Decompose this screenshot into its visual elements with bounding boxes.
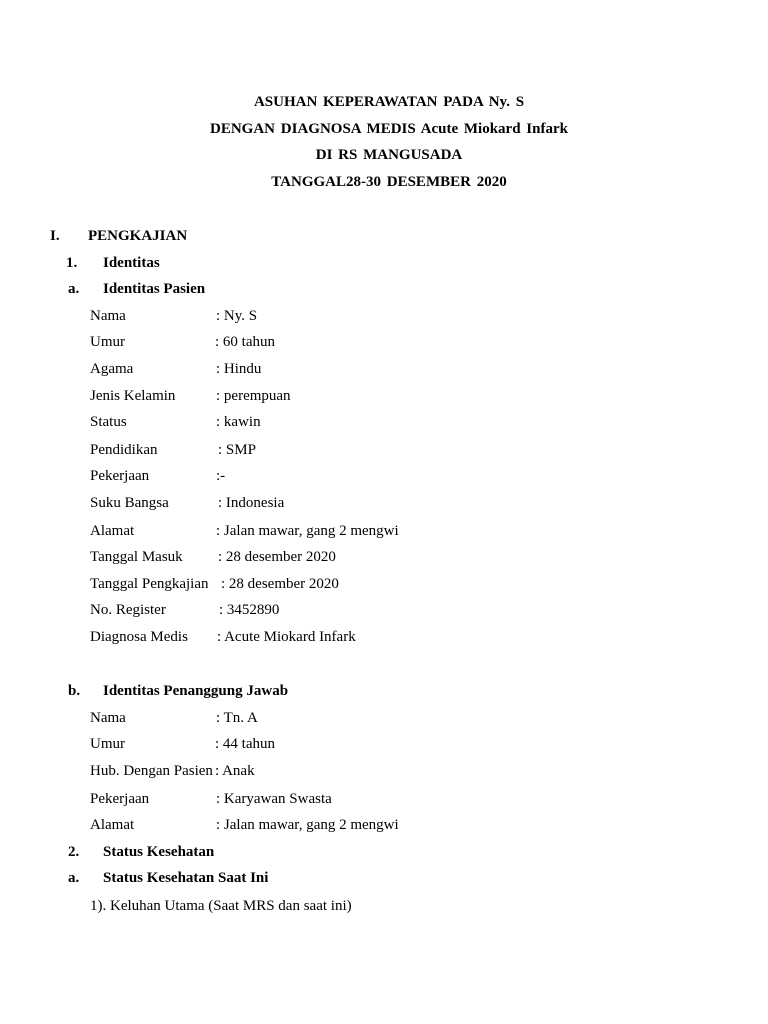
field-label: Jenis Kelamin: [90, 388, 176, 404]
section-number: I.: [50, 228, 60, 244]
keluhan-utama-heading: 1). Keluhan Utama (Saat MRS dan saat ini): [90, 898, 352, 914]
field-label: Hub. Dengan Pasien: [90, 763, 213, 779]
field-value: : Acute Miokard Infark: [217, 629, 356, 645]
subsection-number: 1.: [66, 255, 78, 271]
field-value: : Anak: [215, 763, 255, 779]
field-value: : 60 tahun: [215, 334, 275, 350]
subsection-title: Identitas Pasien: [103, 281, 206, 297]
field-value: : SMP: [218, 442, 256, 458]
field-label: Tanggal Pengkajian: [90, 576, 209, 592]
field-value: : Hindu: [216, 361, 262, 377]
field-label: Umur: [90, 736, 125, 752]
field-label: Pendidikan: [90, 442, 158, 458]
field-value: : perempuan: [216, 388, 291, 404]
field-value: : Tn. A: [216, 710, 258, 726]
title-line-4: TANGGAL28-30 DESEMBER 2020: [271, 174, 507, 190]
field-value: : 44 tahun: [215, 736, 275, 752]
subsection-title: Identitas: [103, 255, 160, 271]
title-line-1: ASUHAN KEPERAWATAN PADA Ny. S: [253, 94, 525, 110]
subsection-letter: a.: [68, 870, 80, 886]
field-label: Agama: [90, 361, 134, 377]
field-label: Umur: [90, 334, 125, 350]
field-value: : Karyawan Swasta: [216, 791, 332, 807]
field-value: : 28 desember 2020: [218, 549, 336, 565]
subsection-letter: a.: [68, 281, 80, 297]
field-label: Nama: [90, 710, 126, 726]
field-label: Pekerjaan: [90, 468, 150, 484]
title-line-2: DENGAN DIAGNOSA MEDIS Acute Miokard Infark: [210, 121, 568, 137]
subsection-number: 2.: [68, 844, 80, 860]
field-label: Suku Bangsa: [90, 495, 169, 511]
subsection-letter: b.: [68, 683, 81, 699]
field-value: : kawin: [216, 414, 261, 430]
field-label: Status: [90, 414, 127, 430]
title-line-3: DI RS MANGUSADA: [315, 147, 463, 163]
field-label: Pekerjaan: [90, 791, 150, 807]
field-value: :-: [216, 468, 226, 484]
field-label: Diagnosa Medis: [90, 629, 188, 645]
field-value: : 28 desember 2020: [221, 576, 339, 592]
field-label: Tanggal Masuk: [90, 549, 183, 565]
section-title: PENGKAJIAN: [88, 228, 188, 244]
field-value: : 3452890: [219, 602, 280, 618]
field-label: Alamat: [90, 523, 135, 539]
field-label: Alamat: [90, 817, 135, 833]
subsection-title: Identitas Penanggung Jawab: [103, 683, 289, 699]
subsection-title: Status Kesehatan Saat Ini: [103, 870, 269, 886]
field-value: : Jalan mawar, gang 2 mengwi: [216, 523, 399, 539]
field-label: No. Register: [90, 602, 166, 618]
field-label: Nama: [90, 308, 126, 324]
field-value: : Jalan mawar, gang 2 mengwi: [216, 817, 399, 833]
field-value: : Ny. S: [216, 308, 258, 324]
field-value: : Indonesia: [218, 495, 285, 511]
subsection-title: Status Kesehatan: [103, 844, 215, 860]
